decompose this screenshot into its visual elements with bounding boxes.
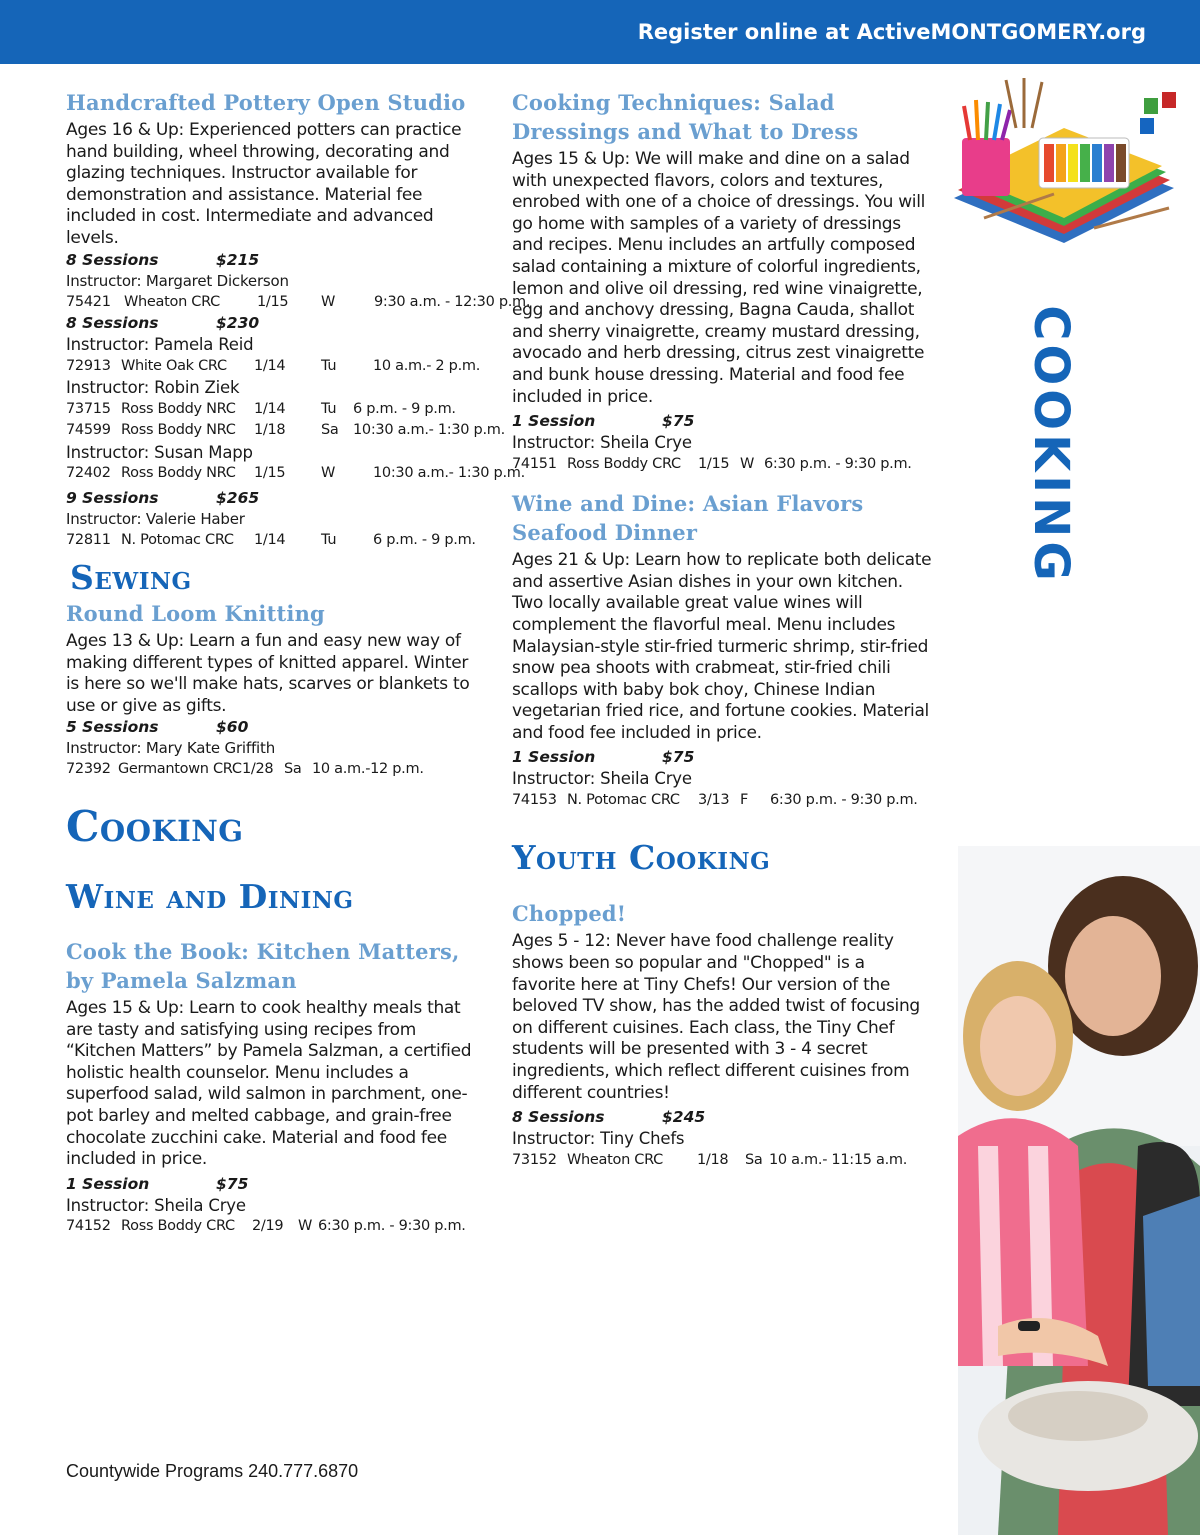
- course-chopped: [512, 899, 932, 1171]
- schedule-row: 74151 Ross Boddy CRC 1/15 W 6:30 p.m. - 9:30 p.m.: [512, 455, 912, 472]
- schedule-day: Tu: [321, 357, 337, 374]
- session-price: $215: [216, 250, 260, 269]
- course-description: Ages 15 & Up: Learn to cook healthy meals that are tasty and satisfying using recipes from “Kitchen Matters” by Pamela Salzman, a certified holistic health counselor. Menu includes a superfood salad, wild salmon in parchment, one-pot barley and melted cabbage, and grain-free chocolate zucchini cake. Material and food fee included in price.: [66, 997, 472, 1170]
- instructor: Instructor: Sheila Crye: [66, 1195, 246, 1215]
- instructor: Instructor: Sheila Crye: [512, 433, 692, 453]
- course-cookbook: [66, 937, 481, 1238]
- course-title: Wine and Dine: Asian Flavors: [512, 491, 864, 517]
- course-description: Ages 21 & Up: Learn how to replicate both delicate and assertive Asian dishes in your own kitchen. Two locally available great value wines will complement the flavorful meal. Menu includes Malaysian-style stir-fried turmeric shrimp, stir-fried snow pea shoots with crabmeat, stir-fried chili scallops with baby bok choy, Chinese Indian vegetarian fried rice, and fortune cookies. Material and food fee included in price.: [512, 550, 932, 743]
- schedule-day: Tu: [321, 400, 337, 417]
- schedule-date: 1/14: [254, 531, 286, 548]
- footer-phone: Countywide Programs 240.777.6870: [66, 1461, 359, 1481]
- course-title: Round Loom Knitting: [66, 601, 325, 627]
- schedule-row: [66, 399, 481, 421]
- session-price: $230: [216, 314, 260, 333]
- schedule-rows: [66, 292, 531, 314]
- schedule-time: 10 a.m.- 2 p.m.: [373, 357, 481, 374]
- session-price: $75: [662, 748, 695, 767]
- schedule-rows: [66, 399, 505, 442]
- schedule-date: 1/15: [254, 465, 286, 482]
- middle-column: [512, 88, 932, 1171]
- course-title: Cook the Book: Kitchen Matters,: [66, 938, 460, 964]
- session-line: [66, 717, 481, 738]
- instructor: Instructor: Tiny Chefs: [512, 1129, 685, 1149]
- schedule-loc: N. Potomac CRC: [121, 531, 234, 548]
- schedule-loc: Ross Boddy NRC: [121, 400, 236, 417]
- session-line: [66, 313, 481, 334]
- session-count: 5 Sessions: [66, 718, 159, 737]
- session-count: 1 Session: [66, 1174, 150, 1193]
- course-title-line2: by Pamela Salzman: [66, 967, 297, 993]
- course-pottery: [66, 88, 531, 551]
- schedule-rows: [66, 463, 525, 485]
- course-description: Ages 13 & Up: Learn a fun and easy new way of making different types of knitted apparel. Winter is here so we'll make hats, scarves or blankets to use or give as gifts.: [66, 631, 470, 716]
- schedule-time: 6 p.m. - 9 p.m.: [373, 531, 476, 548]
- session-line: [66, 1174, 481, 1195]
- session-count: 8 Sessions: [512, 1108, 605, 1127]
- schedule-row: [66, 463, 525, 485]
- schedule-time: 6 p.m. - 9 p.m.: [353, 400, 456, 417]
- session-line: [512, 747, 932, 768]
- schedule-date: 1/18: [254, 422, 286, 439]
- course-title-line2: Seafood Dinner: [512, 520, 698, 546]
- instructor: Instructor: Susan Mapp: [66, 442, 253, 462]
- schedule-code: 72402: [66, 465, 111, 482]
- course-knitting: [66, 599, 481, 781]
- section-heading-sewing: Sewing: [70, 558, 192, 598]
- course-title: Handcrafted Pottery Open Studio: [66, 90, 466, 115]
- session-count: 8 Sessions: [66, 314, 159, 333]
- section-heading-youth: Youth Cooking: [512, 838, 771, 878]
- instructor: Instructor: Pamela Reid: [66, 335, 254, 355]
- schedule-row: [66, 420, 505, 442]
- schedule-row: 74153 N. Potomac CRC 3/13 F 6:30 p.m. - 9:30 p.m.: [512, 791, 918, 808]
- course-salad: [512, 88, 932, 475]
- course-title: Chopped!: [512, 901, 627, 927]
- instructor: Instructor: Sheila Crye: [512, 769, 692, 789]
- schedule-code: 72913: [66, 357, 111, 374]
- schedule-day: Tu: [321, 531, 337, 548]
- instructor: Instructor: Margaret Dickerson: [66, 271, 289, 290]
- course-title-line2: Dressings and What to Dress: [512, 119, 859, 144]
- schedule-time: 10:30 a.m.- 1:30 p.m.: [353, 422, 505, 439]
- section-heading-cooking: Cooking: [66, 801, 244, 851]
- session-count: 9 Sessions: [66, 488, 159, 507]
- side-label-cooking: COOKING: [1023, 305, 1079, 585]
- course-description: Ages 5 - 12: Never have food challenge reality shows been so popular and "Chopped" is a favorite here at Tiny Chefs! Our version of the beloved TV show, has the added twist of focusing on different cuisines. Each class, the Tiny Chef students will be presented with 3 - 4 secret ingredients, which reflect different cuisines from different countries!: [512, 931, 920, 1103]
- schedule-day: Sa: [321, 422, 339, 439]
- schedule-loc: Ross Boddy NRC: [121, 422, 236, 439]
- schedule-date: 1/14: [254, 400, 286, 417]
- session-price: $75: [216, 1174, 249, 1193]
- schedule-code: 75421: [66, 293, 111, 310]
- schedule-date: 1/15: [257, 293, 289, 310]
- session-price: $245: [662, 1108, 706, 1127]
- schedule-row: 73152 Wheaton CRC 1/18 Sa 10 a.m.- 11:15 a.m.: [512, 1151, 908, 1168]
- schedule-day: W: [321, 465, 336, 482]
- schedule-row: [66, 530, 481, 552]
- instructor: Instructor: Robin Ziek: [66, 378, 240, 398]
- art-supplies-illustration: [944, 78, 1184, 253]
- schedule-row: [66, 292, 531, 314]
- session-count: 1 Session: [512, 412, 596, 431]
- instructor: Instructor: Valerie Haber: [66, 509, 245, 528]
- left-column: [66, 88, 531, 1238]
- register-link[interactable]: Register online at ActiveMONTGOMERY.org: [637, 20, 1146, 44]
- schedule-rows: [66, 356, 481, 378]
- schedule-row: 74152 Ross Boddy CRC 2/19 W 6:30 p.m. - 9:30 p.m.: [66, 1218, 466, 1235]
- schedule-row: [66, 356, 481, 378]
- course-title: Cooking Techniques: Salad: [512, 90, 835, 115]
- cooking-photo: [958, 846, 1200, 1535]
- schedule-date: 1/14: [254, 357, 286, 374]
- course-description: Ages 15 & Up: We will make and dine on a salad with unexpected flavors, colors and textures, enrobed with one of a choice of dressings. You will go home with samples of a variety of dressings and recipes. Menu includes an artfully composed salad containing a mixture of colorful ingredients, lemon and olive oil dressing, red wine vinaigrette, egg and anchovy dressing, Bagna Cauda, shallot and sherry vinaigrette, creamy mustard dressing, avocado and herb dressing, citrus zest vinaigrette and bunk house dressing. Material and food fee included in price.: [512, 149, 926, 407]
- schedule-time: 10:30 a.m.- 1:30 p.m.: [373, 465, 525, 482]
- session-line: [66, 488, 481, 509]
- schedule-loc: White Oak CRC: [121, 357, 227, 374]
- course-description: Ages 16 & Up: Experienced potters can practice hand building, wheel throwing, decorating and glazing techniques. Instructor available for demonstration and assistance. Material fee included in cost. Intermediate and advanced levels.: [66, 120, 462, 248]
- header-bar: [0, 0, 1200, 64]
- schedule-row: 72392 Germantown CRC1/28 Sa 10 a.m.-12 p.m.: [66, 761, 424, 778]
- session-price: $75: [662, 412, 695, 431]
- schedule-time: 9:30 a.m. - 12:30 p.m.: [374, 293, 531, 310]
- course-asian: [512, 489, 932, 811]
- schedule-loc: Wheaton CRC: [124, 293, 220, 310]
- schedule-code: 74599: [66, 422, 111, 439]
- session-count: 8 Sessions: [66, 250, 159, 269]
- schedule-code: 72811: [66, 531, 111, 548]
- session-line: [66, 250, 481, 271]
- session-price: $265: [216, 488, 260, 507]
- session-line: [512, 1107, 932, 1128]
- session-count: 1 Session: [512, 748, 596, 767]
- session-line: [512, 411, 932, 432]
- schedule-day: W: [321, 293, 336, 310]
- schedule-code: 73715: [66, 400, 111, 417]
- section-heading-wine: Wine and Dining: [66, 876, 354, 916]
- session-price: $60: [216, 718, 249, 737]
- schedule-loc: Ross Boddy NRC: [121, 465, 236, 482]
- schedule-rows: [66, 530, 481, 552]
- instructor: Instructor: Mary Kate Griffith: [66, 739, 275, 758]
